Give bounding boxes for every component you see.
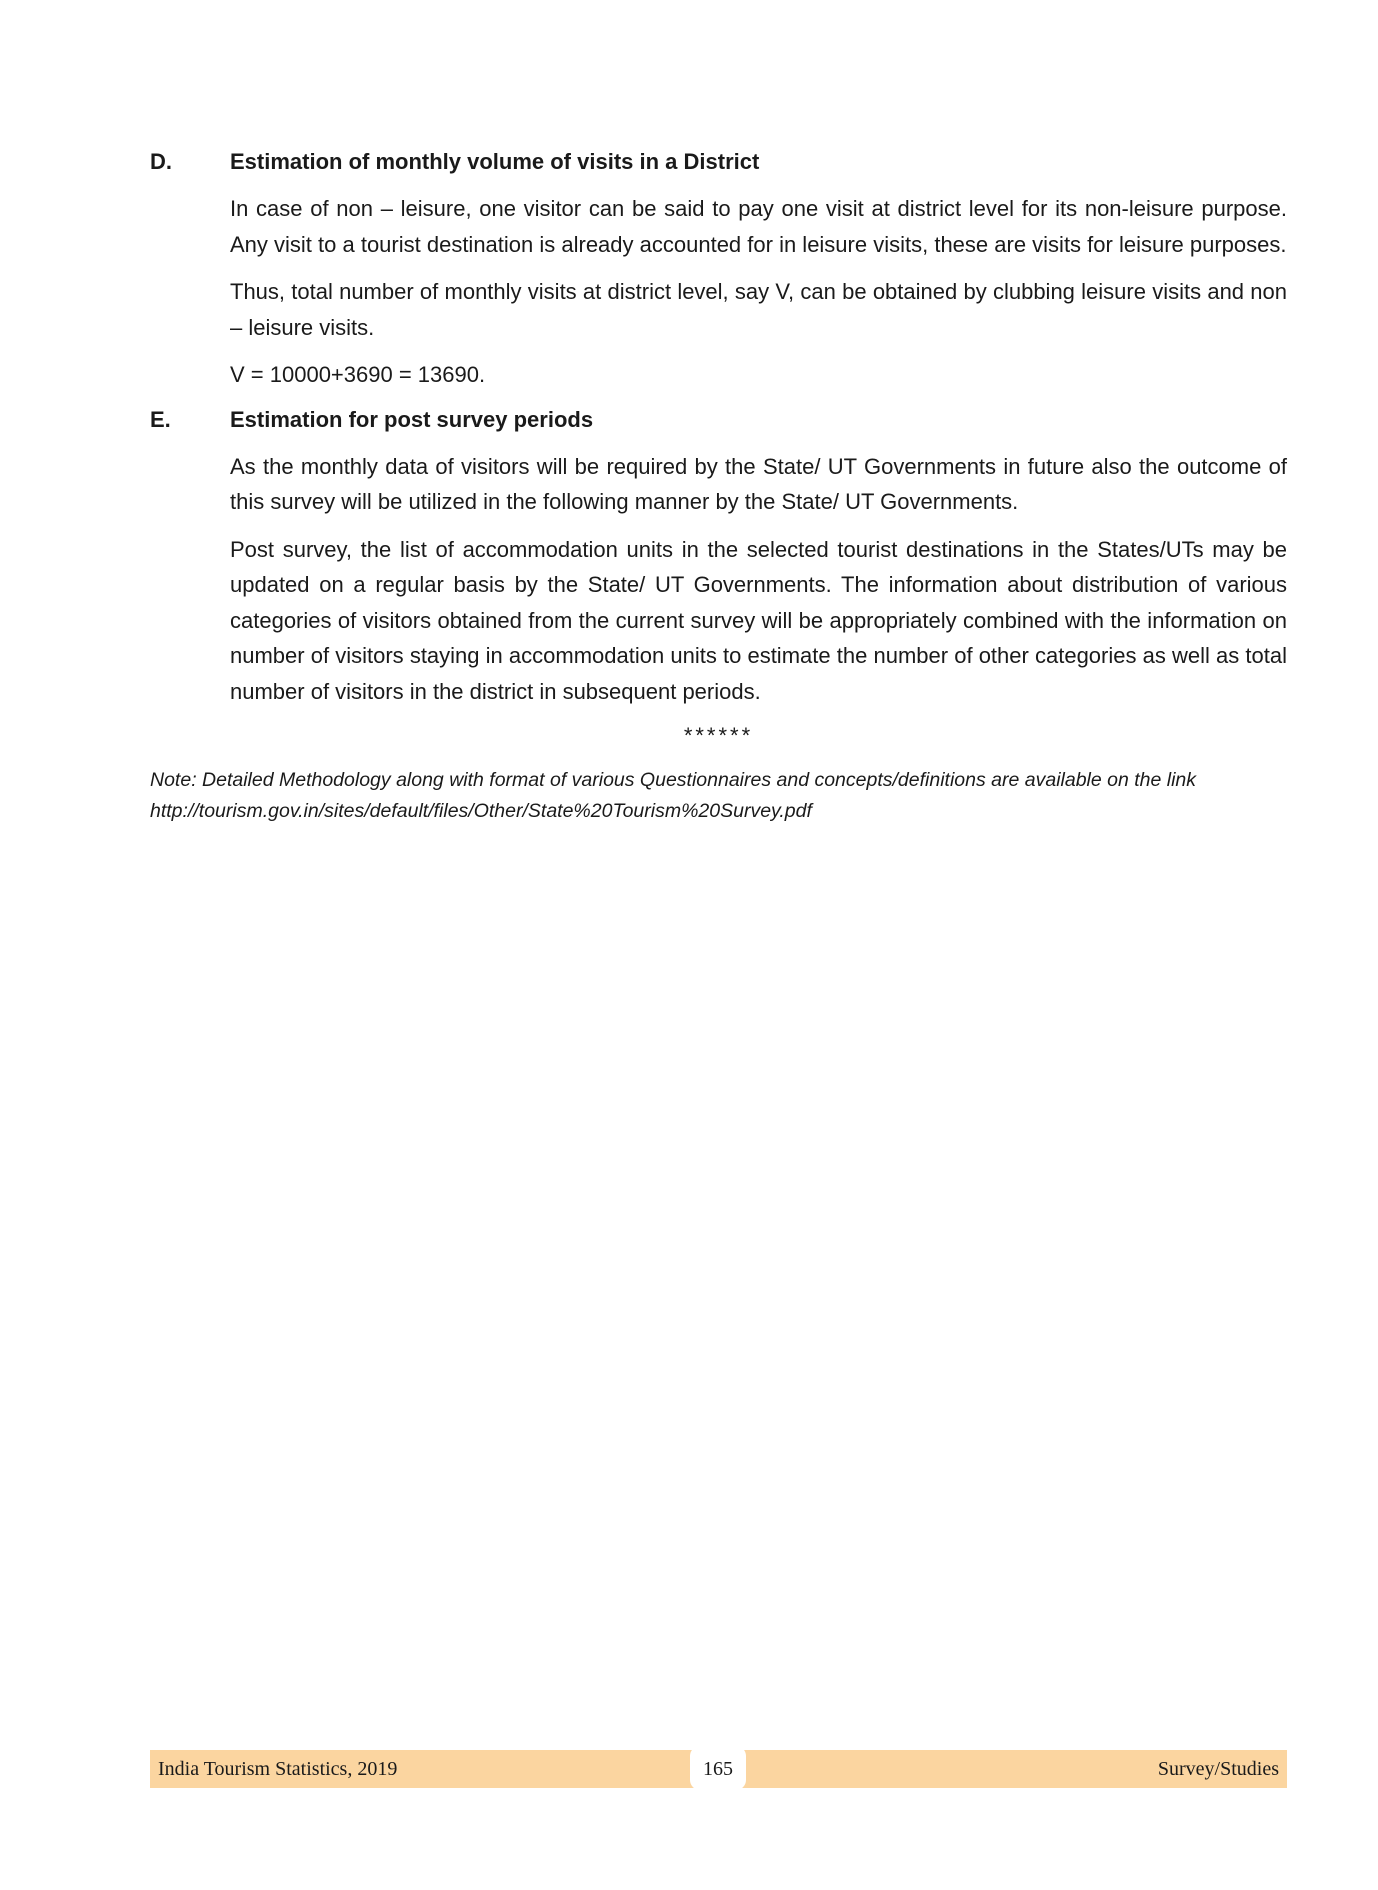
note — [150, 765, 1287, 827]
section-e — [150, 403, 1287, 710]
footer-publication-title: India Tourism Statistics, 2019 — [158, 1758, 398, 1780]
section-heading — [150, 403, 1287, 437]
note-link[interactable]: http://tourism.gov.in/sites/default/files/Other/State%20Tourism%20Survey.pdf — [150, 800, 812, 822]
formula-paragraph: V = 10000+3690 = 13690. — [230, 362, 486, 387]
section-d — [150, 145, 1287, 393]
page-footer — [150, 1750, 1287, 1788]
note-text: Note: Detailed Methodology along with format of various Questionnaires and concepts/definitions are available on the link — [150, 769, 1197, 791]
paragraph: In case of non – leisure, one visitor can be said to pay one visit at district level for its non-leisure purpose. Any visit to a tourist destination is already accounted for in leisure visits, these are visits for leisure purposes. — [230, 196, 1287, 257]
paragraph: As the monthly data of visitors will be required by the State/ UT Governments in future also the outcome of this survey will be utilized in the following manner by the State/ UT Governments. — [230, 453, 1287, 514]
section-heading — [150, 145, 1287, 179]
section-letter: E. — [150, 406, 171, 432]
section-separator: ****** — [683, 723, 754, 748]
section-title: Estimation of monthly volume of visits in a District — [230, 149, 760, 174]
paragraph: Post survey, the list of accommodation units in the selected tourist destinations in the States/UTs may be updated on a regular basis by the State/ UT Governments. The information about distribution of various categories of visitors obtained from the current survey will be appropriately combined with the information on number of visitors staying in accommodation units to estimate the number of other categories as well as total number of visitors in the district in subsequent periods. — [230, 536, 1287, 704]
section-letter: D. — [150, 149, 172, 174]
paragraph: Thus, total number of monthly visits at district level, say V, can be obtained by clubbing leisure visits and non – leisure visits. — [230, 279, 1287, 340]
section-title: Estimation for post survey periods — [230, 406, 594, 432]
footer-section-name: Survey/Studies — [1157, 1758, 1279, 1780]
page-number: 165 — [690, 1746, 746, 1790]
page-content — [150, 145, 1287, 827]
